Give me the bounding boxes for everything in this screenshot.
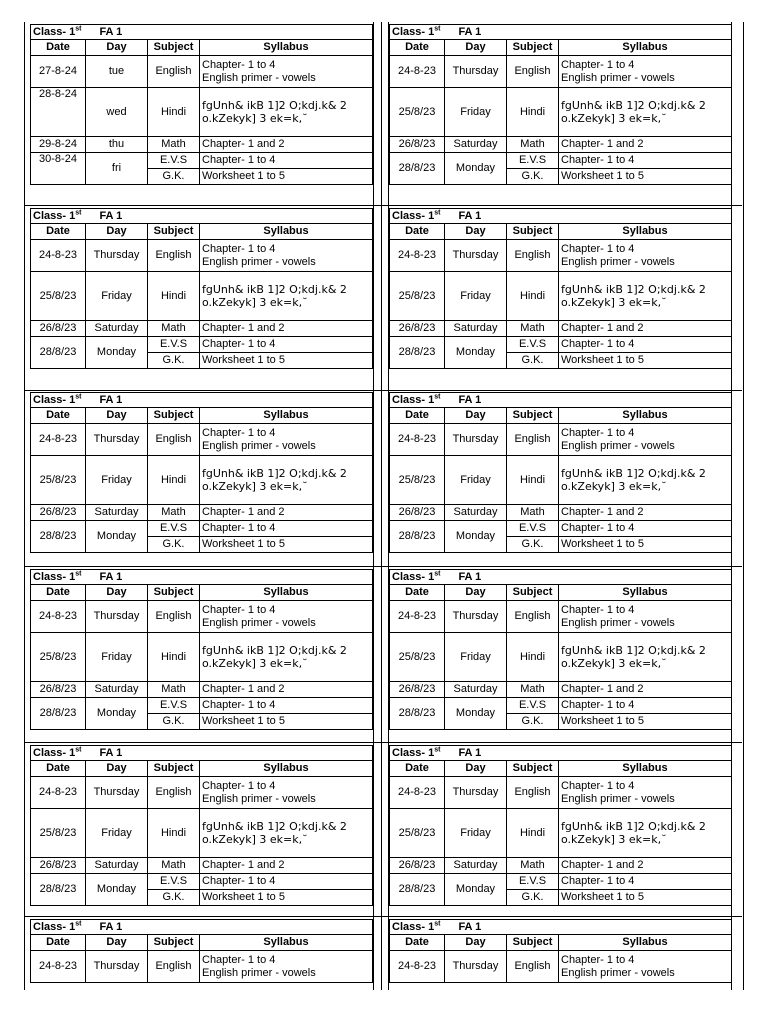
- card-title: Class- 1st FA 1: [390, 920, 732, 935]
- table-row: 25/8/23 Friday Hindi fgUnh& ikB 1]2 O;kdj.k& 2 o.kZekyk] 3 ek=k,˘: [390, 88, 732, 137]
- table-row: 26/8/23 Saturday Math Chapter- 1 and 2: [390, 137, 732, 153]
- schedule-card: [30, 745, 373, 906]
- table-row: 25/8/23 Friday Hindi fgUnh& ikB 1]2 O;kdj.k& 2 o.kZekyk] 3 ek=k,˘: [390, 633, 732, 682]
- table-row: G.K. Worksheet 1 to 5: [31, 890, 373, 906]
- table-row: 29-8-24 thu Math Chapter- 1 and 2: [31, 137, 373, 153]
- table-row: G.K. Worksheet 1 to 5: [390, 353, 732, 369]
- block-separator: [24, 916, 742, 917]
- schedule-table: Class- 1st FA 1 Date Day Subject Syllabus 24-8-23 Thursday English Chapter- 1 to 4 English primer - vowels 25/8/23 Friday Hindi fgUnh& ikB 1]2 O;kdj.k& 2 o.kZekyk] 3 ek=k,˘ 26/8/23 Saturday Math Chapter- 1 and 2 28/8/23 Monday E.V.S Chapter- 1 to 4 G.K. Worksheet 1 to 5: [389, 569, 732, 730]
- table-row: 25/8/23 Friday Hindi fgUnh& ikB 1]2 O;kdj.k& 2 o.kZekyk] 3 ek=k,˘: [31, 809, 373, 858]
- table-row: 24-8-23 Thursday English Chapter- 1 to 4 English primer - vowels: [31, 951, 373, 983]
- schedule-card: [389, 569, 732, 730]
- schedule-table: Class- 1st FA 1 Date Day Subject Syllabus 24-8-23 Thursday English Chapter- 1 to 4 English primer - vowels 25/8/23 Friday Hindi fgUnh& ikB 1]2 O;kdj.k& 2 o.kZekyk] 3 ek=k,˘ 26/8/23 Saturday Math Chapter- 1 and 2 28/8/23 Monday E.V.S Chapter- 1 to 4 G.K. Worksheet 1 to 5: [30, 392, 373, 553]
- schedule-card: [389, 745, 732, 906]
- schedule-card: [30, 392, 373, 553]
- card-title: Class- 1st FA 1: [31, 25, 373, 40]
- col-subject: Subject: [148, 40, 200, 56]
- col-day: Day: [86, 40, 148, 56]
- table-row: 26/8/23 Saturday Math Chapter- 1 and 2: [31, 505, 373, 521]
- table-row: 24-8-23 Thursday English Chapter- 1 to 4 English primer - vowels: [31, 424, 373, 456]
- schedule-card: [30, 208, 373, 369]
- card-title: Class- 1st FA 1: [390, 393, 732, 408]
- schedule-table: Class- 1st FA 1 Date Day Subject Syllabus 24-8-23 Thursday English Chapter- 1 to 4 English primer - vowels: [389, 919, 732, 983]
- schedule-table: [30, 24, 373, 185]
- card-title: Class- 1st FA 1: [31, 209, 373, 224]
- schedule-card-partial: [30, 919, 373, 983]
- table-row: 26/8/23 Saturday Math Chapter- 1 and 2: [390, 505, 732, 521]
- card-title: Class- 1st FA 1: [31, 746, 373, 761]
- block-separator: [24, 390, 742, 391]
- table-row: G.K. Worksheet 1 to 5: [390, 714, 732, 730]
- schedule-card: [30, 569, 373, 730]
- schedule-card: [389, 392, 732, 553]
- table-row: 24-8-23 Thursday English Chapter- 1 to 4 English primer - vowels: [390, 951, 732, 983]
- table-row: 26/8/23 Saturday Math Chapter- 1 and 2: [31, 321, 373, 337]
- card-title: Class- 1st FA 1: [390, 209, 732, 224]
- schedule-card: [389, 24, 732, 185]
- gutter-line-left: [373, 22, 374, 990]
- table-row: 28/8/23 Monday E.V.S Chapter- 1 to 4: [390, 874, 732, 890]
- card-title: Class- 1st FA 1: [31, 920, 373, 935]
- table-row: 24-8-23 Thursday English Chapter- 1 to 4 English primer - vowels: [390, 240, 732, 272]
- schedule-table: Class- 1st FA 1 Date Day Subject Syllabus 24-8-23 Thursday English Chapter- 1 to 4 English primer - vowels 25/8/23 Friday Hindi fgUnh& ikB 1]2 O;kdj.k& 2 o.kZekyk] 3 ek=k,˘ 26/8/23 Saturday Math Chapter- 1 and 2 28/8/23 Monday E.V.S Chapter- 1 to 4 G.K. Worksheet 1 to 5: [389, 208, 732, 369]
- table-row: 24-8-23 Thursday English Chapter- 1 to 4 English primer - vowels: [390, 777, 732, 809]
- table-row: 28-8-24 wed Hindi fgUnh& ikB 1]2 O;kdj.k& 2 o.kZekyk] 3 ek=k,˘: [31, 88, 373, 137]
- card-title: Class- 1st FA 1: [390, 570, 732, 585]
- table-row: 28/8/23 Monday E.V.S Chapter- 1 to 4: [31, 337, 373, 353]
- table-row: 28/8/23 Monday E.V.S Chapter- 1 to 4: [390, 698, 732, 714]
- table-row: G.K. Worksheet 1 to 5: [31, 353, 373, 369]
- schedule-card-partial: [389, 919, 732, 983]
- table-row: 26/8/23 Saturday Math Chapter- 1 and 2: [390, 682, 732, 698]
- table-row: 26/8/23 Saturday Math Chapter- 1 and 2: [31, 682, 373, 698]
- card-title: Class- 1st FA 1: [390, 25, 732, 40]
- schedule-table: Class- 1st FA 1 Date Day Subject Syllabus 24-8-23 Thursday English Chapter- 1 to 4 English primer - vowels: [30, 919, 373, 983]
- table-row: 24-8-23 Thursday English Chapter- 1 to 4 English primer - vowels: [31, 601, 373, 633]
- table-row: 24-8-23 Thursday English Chapter- 1 to 4 English primer - vowels: [31, 240, 373, 272]
- table-row: 24-8-23 Thursday English Chapter- 1 to 4 English primer - vowels: [390, 56, 732, 88]
- table-row: 25/8/23 Friday Hindi fgUnh& ikB 1]2 O;kdj.k& 2 o.kZekyk] 3 ek=k,˘: [31, 272, 373, 321]
- table-row: 25/8/23 Friday Hindi fgUnh& ikB 1]2 O;kdj.k& 2 o.kZekyk] 3 ek=k,˘: [31, 633, 373, 682]
- gutter-line-mid: [381, 22, 382, 990]
- table-row: G.K. Worksheet 1 to 5: [390, 169, 732, 185]
- table-row: G.K. Worksheet 1 to 5: [390, 537, 732, 553]
- card-title: Class- 1st FA 1: [31, 393, 373, 408]
- table-row: 24-8-23 Thursday English Chapter- 1 to 4 English primer - vowels: [31, 777, 373, 809]
- table-row: 26/8/23 Saturday Math Chapter- 1 and 2: [390, 321, 732, 337]
- table-row: 25/8/23 Friday Hindi fgUnh& ikB 1]2 O;kdj.k& 2 o.kZekyk] 3 ek=k,˘: [31, 456, 373, 505]
- col-syllabus: Syllabus: [200, 40, 373, 56]
- table-row: 28/8/23 Monday E.V.S Chapter- 1 to 4: [390, 337, 732, 353]
- table-row: G.K. Worksheet 1 to 5: [31, 537, 373, 553]
- table-row: 24-8-23 Thursday English Chapter- 1 to 4 English primer - vowels: [390, 424, 732, 456]
- schedule-card: [30, 24, 373, 185]
- table-row: 24-8-23 Thursday English Chapter- 1 to 4 English primer - vowels: [390, 601, 732, 633]
- table-row: 26/8/23 Saturday Math Chapter- 1 and 2: [390, 858, 732, 874]
- schedule-table: Class- 1st FA 1 Date Day Subject Syllabus 24-8-23 Thursday English Chapter- 1 to 4 English primer - vowels 25/8/23 Friday Hindi fgUnh& ikB 1]2 O;kdj.k& 2 o.kZekyk] 3 ek=k,˘ 26/8/23 Saturday Math Chapter- 1 and 2 28/8/23 Monday E.V.S Chapter- 1 to 4 G.K. Worksheet 1 to 5: [389, 24, 732, 185]
- card-title: Class- 1st FA 1: [390, 746, 732, 761]
- table-row: G.K. Worksheet 1 to 5: [31, 169, 373, 185]
- schedule-card: [389, 208, 732, 369]
- table-row: 25/8/23 Friday Hindi fgUnh& ikB 1]2 O;kdj.k& 2 o.kZekyk] 3 ek=k,˘: [390, 272, 732, 321]
- block-separator: [24, 566, 742, 567]
- table-row: 25/8/23 Friday Hindi fgUnh& ikB 1]2 O;kdj.k& 2 o.kZekyk] 3 ek=k,˘: [390, 456, 732, 505]
- table-row: 28/8/23 Monday E.V.S Chapter- 1 to 4: [31, 698, 373, 714]
- table-row: G.K. Worksheet 1 to 5: [31, 714, 373, 730]
- table-row: 25/8/23 Friday Hindi fgUnh& ikB 1]2 O;kdj.k& 2 o.kZekyk] 3 ek=k,˘: [390, 809, 732, 858]
- schedule-table: Class- 1st FA 1 Date Day Subject Syllabus 24-8-23 Thursday English Chapter- 1 to 4 English primer - vowels 25/8/23 Friday Hindi fgUnh& ikB 1]2 O;kdj.k& 2 o.kZekyk] 3 ek=k,˘ 26/8/23 Saturday Math Chapter- 1 and 2 28/8/23 Monday E.V.S Chapter- 1 to 4 G.K. Worksheet 1 to 5: [30, 208, 373, 369]
- schedule-table: Class- 1st FA 1 Date Day Subject Syllabus 24-8-23 Thursday English Chapter- 1 to 4 English primer - vowels 25/8/23 Friday Hindi fgUnh& ikB 1]2 O;kdj.k& 2 o.kZekyk] 3 ek=k,˘ 26/8/23 Saturday Math Chapter- 1 and 2 28/8/23 Monday E.V.S Chapter- 1 to 4 G.K. Worksheet 1 to 5: [389, 392, 732, 553]
- table-row: G.K. Worksheet 1 to 5: [390, 890, 732, 906]
- table-row: 28/8/23 Monday E.V.S Chapter- 1 to 4: [31, 874, 373, 890]
- block-separator: [24, 742, 742, 743]
- table-row: 28/8/23 Monday E.V.S Chapter- 1 to 4: [390, 521, 732, 537]
- table-row: 26/8/23 Saturday Math Chapter- 1 and 2: [31, 858, 373, 874]
- col-date: Date: [31, 40, 86, 56]
- table-row: 28/8/23 Monday E.V.S Chapter- 1 to 4: [390, 153, 732, 169]
- schedule-table: Class- 1st FA 1 Date Day Subject Syllabus 24-8-23 Thursday English Chapter- 1 to 4 English primer - vowels 25/8/23 Friday Hindi fgUnh& ikB 1]2 O;kdj.k& 2 o.kZekyk] 3 ek=k,˘ 26/8/23 Saturday Math Chapter- 1 and 2 28/8/23 Monday E.V.S Chapter- 1 to 4 G.K. Worksheet 1 to 5: [30, 569, 373, 730]
- table-row: 30-8-24 fri E.V.S Chapter- 1 to 4: [31, 153, 373, 169]
- schedule-table: Class- 1st FA 1 Date Day Subject Syllabus 24-8-23 Thursday English Chapter- 1 to 4 English primer - vowels 25/8/23 Friday Hindi fgUnh& ikB 1]2 O;kdj.k& 2 o.kZekyk] 3 ek=k,˘ 26/8/23 Saturday Math Chapter- 1 and 2 28/8/23 Monday E.V.S Chapter- 1 to 4 G.K. Worksheet 1 to 5: [389, 745, 732, 906]
- table-row: 27-8-24 tue English Chapter- 1 to 4 English primer - vowels: [31, 56, 373, 88]
- card-title: Class- 1st FA 1: [31, 570, 373, 585]
- block-separator: [24, 205, 742, 206]
- schedule-table: Class- 1st FA 1 Date Day Subject Syllabus 24-8-23 Thursday English Chapter- 1 to 4 English primer - vowels 25/8/23 Friday Hindi fgUnh& ikB 1]2 O;kdj.k& 2 o.kZekyk] 3 ek=k,˘ 26/8/23 Saturday Math Chapter- 1 and 2 28/8/23 Monday E.V.S Chapter- 1 to 4 G.K. Worksheet 1 to 5: [30, 745, 373, 906]
- table-row: 28/8/23 Monday E.V.S Chapter- 1 to 4: [31, 521, 373, 537]
